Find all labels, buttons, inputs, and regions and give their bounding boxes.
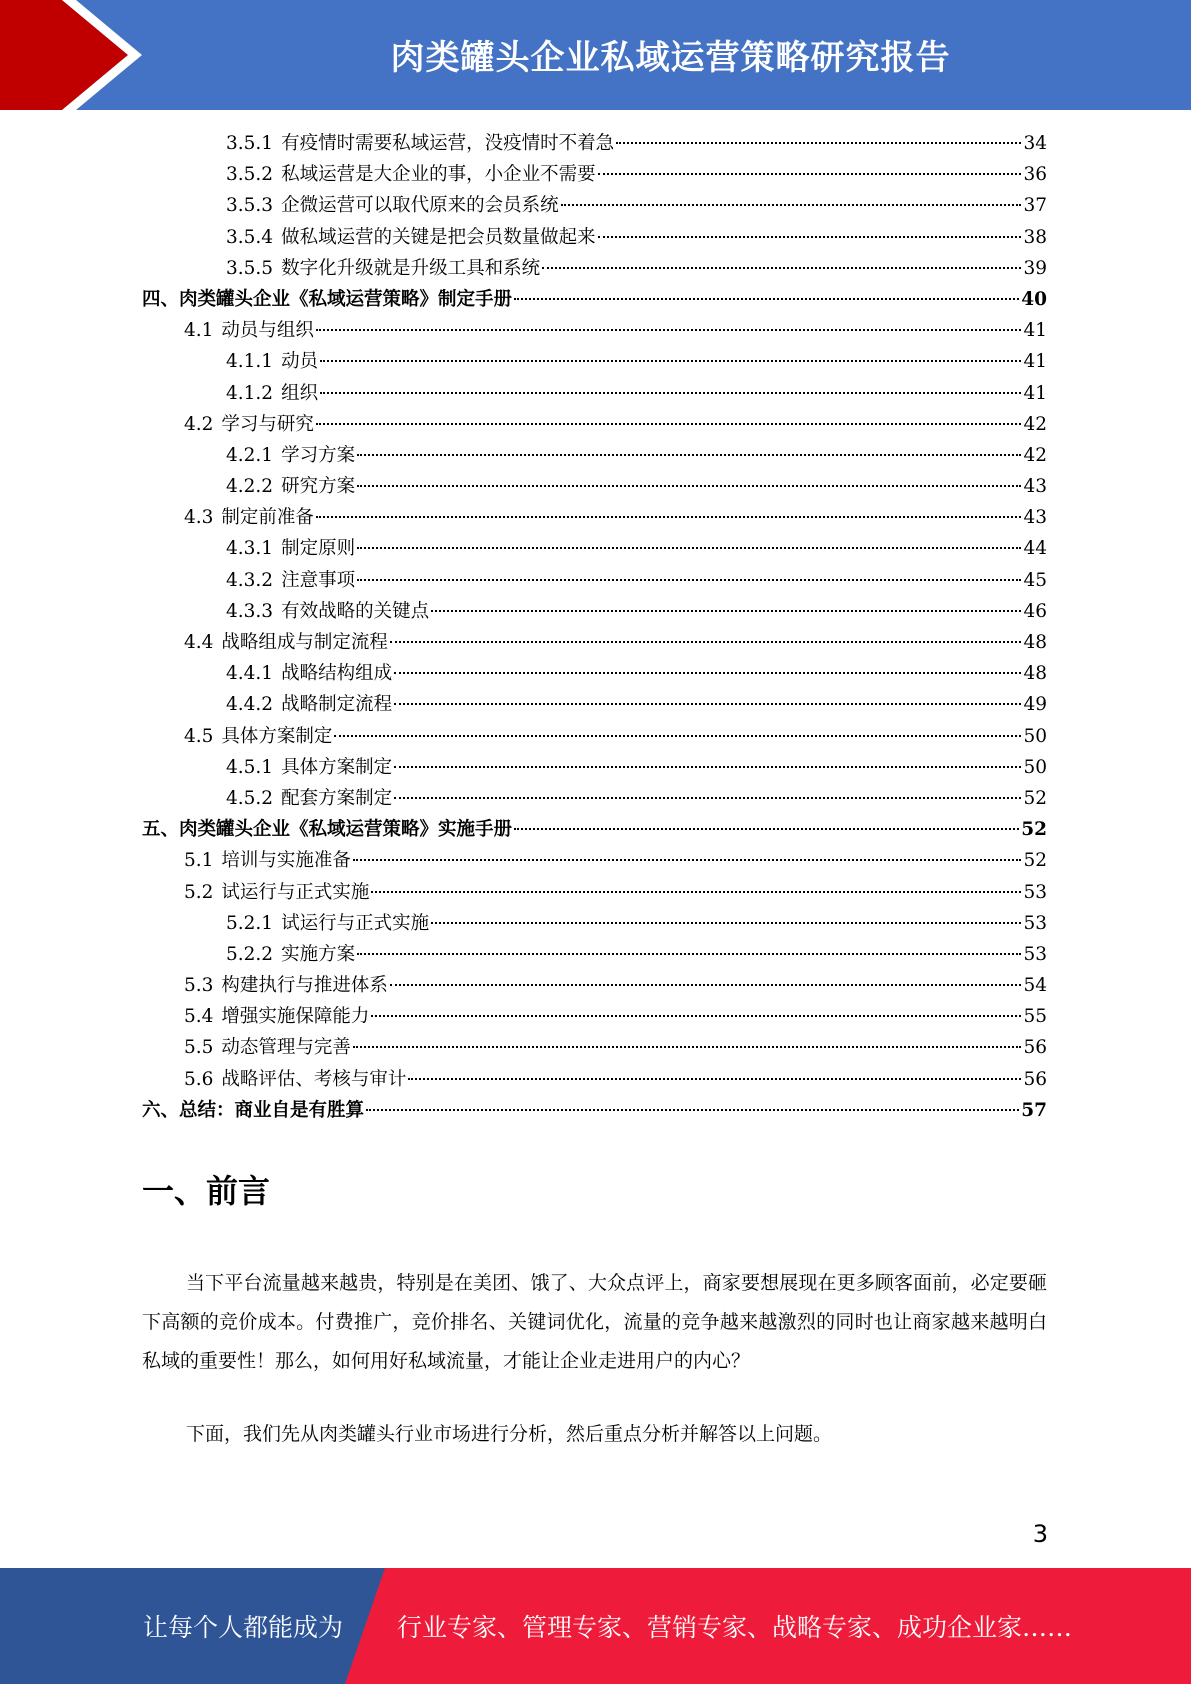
toc-entry-page: 56 [1023,1037,1047,1059]
toc-entry-page: 45 [1023,569,1047,591]
toc-entry-title: 战略制定流程 [281,694,393,716]
toc-entry-page: 40 [1021,288,1047,310]
toc-entry-page: 36 [1023,164,1047,186]
toc-dot-leader [357,953,1021,955]
toc-entry[interactable] [142,658,1047,689]
footer-slogan-right: 行业专家、管理专家、营销专家、战略专家、成功企业家…… [397,1613,1073,1642]
toc-entry-title: 数字化升级就是升级工具和系统 [281,257,541,279]
toc-dot-leader [316,516,1022,518]
toc-entry-page: 41 [1023,382,1047,404]
toc-entry[interactable] [142,159,1047,190]
toc-entry[interactable] [142,908,1047,939]
toc-entry-page: 42 [1023,413,1047,435]
toc-dot-leader [394,703,1021,705]
toc-entry-page: 52 [1021,819,1047,841]
toc-entry-page: 43 [1023,476,1047,498]
toc-entry-number: 5.3 [184,975,214,997]
toc-entry-title: 战略结构组成 [281,663,393,685]
toc-entry[interactable] [142,939,1047,970]
paragraph: 当下平台流量越来越贵，特别是在美团、饿了、大众点评上，商家要想展现在更多顾客面前，必定要砸下高额的竞价成本。付费推广，竞价排名、关键词优化，流量的竞争越来越激烈的同时也让商家越来越明白私域的重要性！那么，如何用好私域流量，才能让企业走进用户的内心？ [142,1272,1047,1372]
toc-entry-page: 53 [1023,912,1047,934]
toc-entry[interactable] [142,409,1047,440]
toc-entry-title: 私域运营是大企业的事，小企业不需要 [281,164,596,186]
toc-entry-page: 50 [1023,725,1047,747]
toc-entry-number: 3.5.5 [226,257,274,279]
toc-entry[interactable] [142,471,1047,502]
toc-entry-title: 具体方案制定 [221,725,333,747]
toc-entry-number: 4.4.1 [226,663,274,685]
toc-entry-number: 5.2.2 [226,943,274,965]
toc-entry-title: 动态管理与完善 [221,1037,351,1059]
toc-dot-leader [394,766,1021,768]
toc-entry-page: 49 [1023,694,1047,716]
toc-entry-title: 研究方案 [281,476,356,498]
toc-entry-number: 4.3.2 [226,569,274,591]
toc-entry-number: 4.3 [184,507,214,529]
toc-entry-title: 制定前准备 [221,507,314,529]
toc-dot-leader [334,735,1021,737]
toc-entry-number: 3.5.4 [226,226,274,248]
toc-entry[interactable] [142,190,1047,221]
toc-dot-leader [598,236,1022,238]
toc-entry-title: 做私域运营的关键是把会员数量做起来 [281,226,596,248]
toc-dot-leader [616,142,1021,144]
toc-entry-page: 46 [1023,600,1047,622]
toc-entry-number: 4.4.2 [226,694,274,716]
toc-dot-leader [371,1015,1021,1017]
toc-entry-page: 41 [1023,351,1047,373]
toc-dot-leader [353,1046,1022,1048]
page-header [0,0,1191,110]
toc-entry-page: 50 [1023,756,1047,778]
toc-entry[interactable] [142,128,1047,159]
toc-entry-page: 43 [1023,507,1047,529]
toc-dot-leader [394,672,1021,674]
footer-slogan-left: 让每个人都能成为 [143,1613,344,1642]
page-footer [0,1568,1191,1684]
toc-entry-title: 动员与组织 [221,320,314,342]
toc-entry-title: 注意事项 [281,569,356,591]
toc-entry-number: 4.5 [184,725,214,747]
toc-entry[interactable] [142,533,1047,564]
toc-entry[interactable] [142,1001,1047,1032]
toc-entry-number: 3.5.1 [226,133,274,154]
toc-entry-number: 4.5.2 [226,787,274,809]
toc-entry-page: 55 [1023,1006,1047,1028]
toc-entry-page: 41 [1023,320,1047,342]
toc-entry-page: 53 [1023,943,1047,965]
toc-entry[interactable] [142,440,1047,471]
toc-dot-leader [371,891,1021,893]
toc-entry-title: 增强实施保障能力 [221,1006,370,1028]
toc-entry[interactable] [142,1032,1047,1063]
toc-entry[interactable] [142,253,1047,284]
page-number: 3 [1032,1520,1048,1548]
paragraph: 下面，我们先从肉类罐头行业市场进行分析，然后重点分析并解答以上问题。 [186,1423,833,1445]
toc-entry[interactable] [142,845,1047,876]
toc-dot-leader [316,423,1022,425]
toc-entry-number: 5.6 [184,1068,214,1090]
toc-dot-leader [366,1109,1019,1111]
toc-entry-title: 四、肉类罐头企业《私域运营策略》制定手册 [142,288,513,310]
toc-entry-title: 试运行与正式实施 [221,881,370,903]
toc-entry-title: 有效战略的关键点 [281,600,430,622]
toc-entry-title: 培训与实施准备 [221,850,351,872]
toc-entry-title: 五、肉类罐头企业《私域运营策略》实施手册 [142,819,513,841]
toc-dot-leader [431,922,1021,924]
toc-entry-page: 34 [1023,133,1047,154]
toc-entry-page: 56 [1023,1068,1047,1090]
toc-entry-title: 构建执行与推进体系 [221,975,388,997]
toc-entry-title: 战略组成与制定流程 [221,632,388,653]
toc-entry[interactable] [142,222,1047,253]
toc-dot-leader [390,984,1022,986]
toc-entry-number: 4.3.1 [226,538,274,560]
header-arrow-decoration [0,0,160,110]
toc-entry-number: 4.4 [184,632,214,653]
toc-entry-title: 学习方案 [281,444,356,466]
toc-dot-leader [514,828,1019,830]
toc-entry-number: 4.2 [184,413,214,435]
toc-dot-leader [357,579,1021,581]
toc-entry-page: 52 [1023,850,1047,872]
toc-entry-page: 53 [1023,881,1047,903]
toc-entry-title: 试运行与正式实施 [281,912,430,934]
toc-entry-page: 39 [1023,257,1047,279]
toc-dot-leader [408,1078,1021,1080]
toc-entry[interactable] [142,596,1047,627]
toc-entry[interactable] [142,565,1047,596]
toc-entry[interactable] [142,346,1047,377]
toc-entry-number: 4.1.1 [226,351,274,373]
toc-dot-leader [357,454,1021,456]
toc-dot-leader [394,797,1021,799]
toc-entry[interactable] [142,689,1047,720]
toc-entry[interactable] [142,970,1047,1001]
toc-entry-title: 实施方案 [281,943,356,965]
toc-entry[interactable] [142,783,1047,814]
section-heading: 一、前言 [142,1172,271,1210]
toc-entry[interactable] [142,315,1047,346]
header-title: 肉类罐头企业私域运营策略研究报告 [390,38,951,78]
toc-entry-number: 5.5 [184,1037,214,1059]
toc-entry[interactable] [142,1095,1047,1126]
toc-entry-number: 3.5.3 [226,195,274,217]
toc-dot-leader [353,859,1022,861]
toc-entry[interactable] [142,502,1047,533]
toc-entry-number: 4.5.1 [226,756,274,778]
toc-dot-leader [431,610,1021,612]
toc-dot-leader [542,267,1021,269]
toc-dot-leader [357,547,1021,549]
toc-entry[interactable] [142,721,1047,752]
toc-dot-leader [316,329,1022,331]
toc-entry-page: 52 [1023,787,1047,809]
toc-entry-number: 5.2 [184,881,214,903]
toc-entry-page: 38 [1023,226,1047,248]
toc-entry-number: 4.2.2 [226,476,274,498]
toc-entry-title: 制定原则 [281,538,356,560]
toc-entry-title: 具体方案制定 [281,756,393,778]
toc-dot-leader [390,641,1022,643]
toc-entry-page: 48 [1023,663,1047,685]
toc-entry-number: 5.2.1 [226,912,274,934]
toc-entry-title: 六、总结：商业自是有胜算 [142,1099,365,1121]
toc-entry-title: 配套方案制定 [281,787,393,809]
toc-entry-title: 战略评估、考核与审计 [221,1068,407,1090]
toc-dot-leader [320,360,1021,362]
toc-entry[interactable] [142,752,1047,783]
toc-entry-title: 企微运营可以取代原来的会员系统 [281,195,559,217]
toc-dot-leader [598,173,1022,175]
toc-entry-title: 组织 [281,382,319,404]
toc-entry-page: 57 [1021,1099,1047,1121]
toc-entry-number: 4.3.3 [226,600,274,622]
toc-entry-number: 3.5.2 [226,164,274,186]
toc-entry-page: 48 [1023,632,1047,653]
toc-entry-number: 4.1 [184,320,214,342]
toc-dot-leader [514,298,1019,300]
toc-entry-number: 4.1.2 [226,382,274,404]
toc-dot-leader [561,204,1022,206]
toc-entry[interactable] [142,378,1047,409]
toc-entry[interactable] [142,877,1047,908]
toc-entry-title: 有疫情时需要私域运营，没疫情时不着急 [281,133,615,154]
table-of-contents [142,128,1047,1126]
toc-entry-title: 动员 [281,351,319,373]
toc-entry[interactable] [142,1064,1047,1095]
toc-entry-page: 44 [1023,538,1047,560]
toc-entry-number: 4.2.1 [226,444,274,466]
toc-entry-page: 37 [1023,195,1047,217]
toc-entry[interactable] [142,284,1047,315]
toc-dot-leader [357,485,1021,487]
toc-entry-page: 42 [1023,444,1047,466]
toc-entry[interactable] [142,627,1047,658]
toc-entry-number: 5.4 [184,1006,214,1028]
toc-entry-title: 学习与研究 [221,413,314,435]
toc-entry[interactable] [142,814,1047,845]
toc-dot-leader [320,392,1021,394]
toc-entry-number: 5.1 [184,850,214,872]
toc-entry-page: 54 [1023,975,1047,997]
